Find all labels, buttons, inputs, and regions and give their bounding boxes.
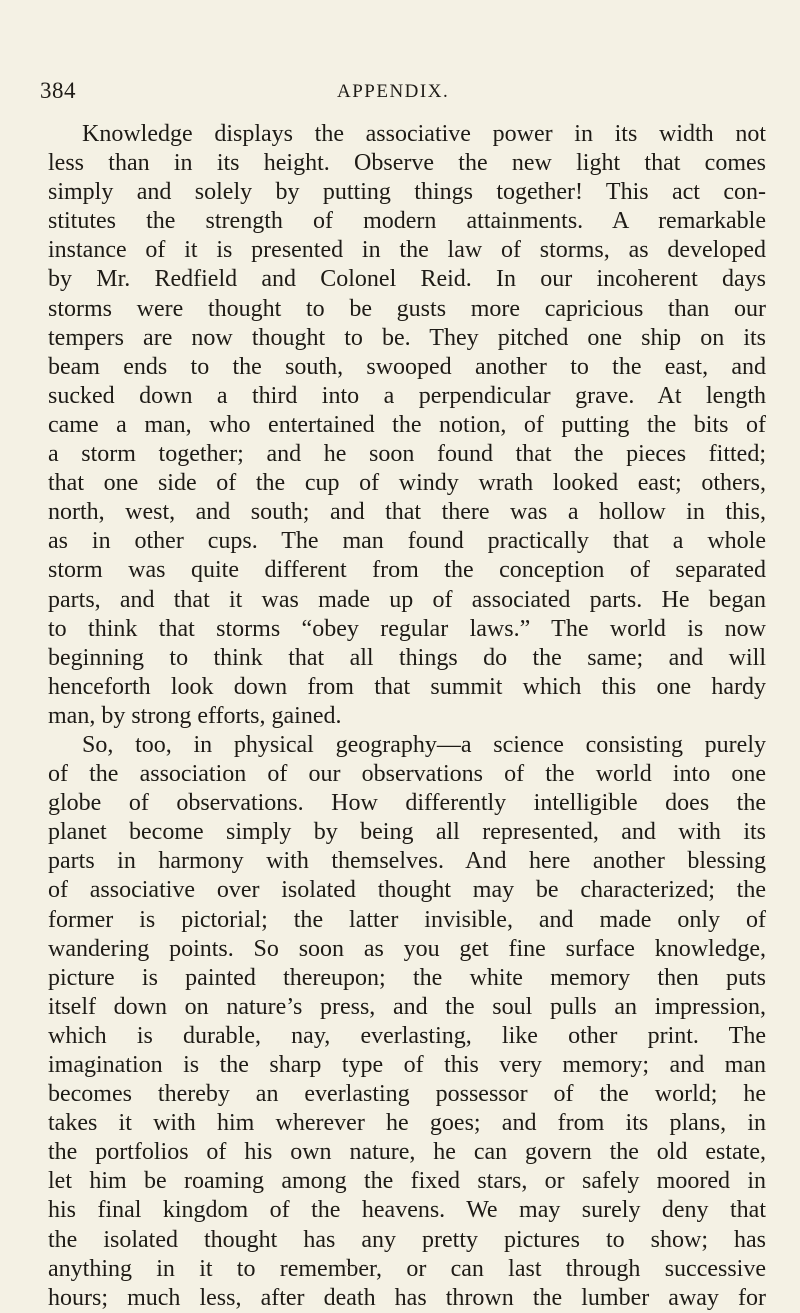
text-line: the portfolios of his own nature, he can govern the old estate, (48, 1139, 766, 1166)
text-line: less than in its height. Observe the new light that comes (48, 150, 766, 177)
text-line: planet become simply by being all represented, and with its (48, 819, 766, 846)
text-line: that one side of the cup of windy wrath looked east; others, (48, 470, 766, 497)
text-line: to think that storms “obey regular laws.” The world is now (48, 615, 766, 642)
text-line: as in other cups. The man found practically that a whole (48, 528, 766, 555)
text-line: the isolated thought has any pretty pictures to show; has (48, 1226, 766, 1253)
text-line: former is pictorial; the latter invisible, and made only of (48, 906, 766, 933)
text-line: by Mr. Redfield and Colonel Reid. In our incoherent days (48, 266, 766, 293)
text-line: let him be roaming among the fixed stars, or safely moored in (48, 1168, 766, 1195)
text-line: storms were thought to be gusts more capricious than our (48, 295, 766, 322)
text-line: his final kingdom of the heavens. We may surely deny that (48, 1197, 766, 1224)
text-line: man, by strong efforts, gained. (48, 702, 342, 729)
text-line: simply and solely by putting things together! This act con- (48, 179, 766, 206)
text-line: takes it with him wherever he goes; and from its plans, in (48, 1110, 766, 1137)
body-text (48, 120, 766, 1313)
text-line: becomes thereby an everlasting possessor of the world; he (48, 1081, 766, 1108)
running-head: APPENDIX. (337, 81, 450, 102)
text-line: stitutes the strength of modern attainments. A remarkable (48, 208, 766, 235)
text-line: a storm together; and he soon found that the pieces fitted; (48, 441, 766, 468)
text-line: north, west, and south; and that there was a hollow in this, (48, 499, 766, 526)
text-line: anything in it to remember, or can last through successive (48, 1255, 766, 1282)
text-line: globe of observations. How differently intelligible does the (48, 790, 766, 817)
text-line: tempers are now thought to be. They pitched one ship on its (48, 324, 766, 351)
page-header (40, 78, 560, 108)
text-line: sucked down a third into a perpendicular grave. At length (48, 382, 766, 409)
text-line: picture is painted thereupon; the white memory then puts (48, 964, 766, 991)
text-line: instance of it is presented in the law of storms, as developed (48, 237, 766, 264)
text-line: So, too, in physical geography—a science consisting purely (82, 731, 766, 758)
page-number: 384 (40, 78, 76, 103)
text-line: of the association of our observations of the world into one (48, 761, 766, 788)
text-line: came a man, who entertained the notion, of putting the bits of (48, 411, 766, 438)
text-line: Knowledge displays the associative power in its width not (82, 121, 766, 147)
text-line: parts, and that it was made up of associated parts. He began (48, 586, 766, 613)
text-line: imagination is the sharp type of this very memory; and man (48, 1052, 766, 1078)
text-line: of associative over isolated thought may be characterized; the (48, 877, 766, 904)
text-line: parts in harmony with themselves. And here another blessing (48, 848, 766, 875)
text-line: beginning to think that all things do the same; and will (48, 644, 766, 671)
text-line: itself down on nature’s press, and the soul pulls an impression, (48, 993, 766, 1020)
text-line: wandering points. So soon as you get fine surface knowledge, (48, 935, 766, 962)
text-line: which is durable, nay, everlasting, like other print. The (48, 1022, 766, 1049)
text-line: beam ends to the south, swooped another to the east, and (48, 353, 766, 380)
text-line: storm was quite different from the conception of separated (48, 557, 766, 584)
text-line: hours; much less, after death has thrown the lumber away for (48, 1284, 766, 1311)
text-line: henceforth look down from that summit which this one hardy (48, 673, 766, 700)
printer-mark (345, 1266, 367, 1269)
